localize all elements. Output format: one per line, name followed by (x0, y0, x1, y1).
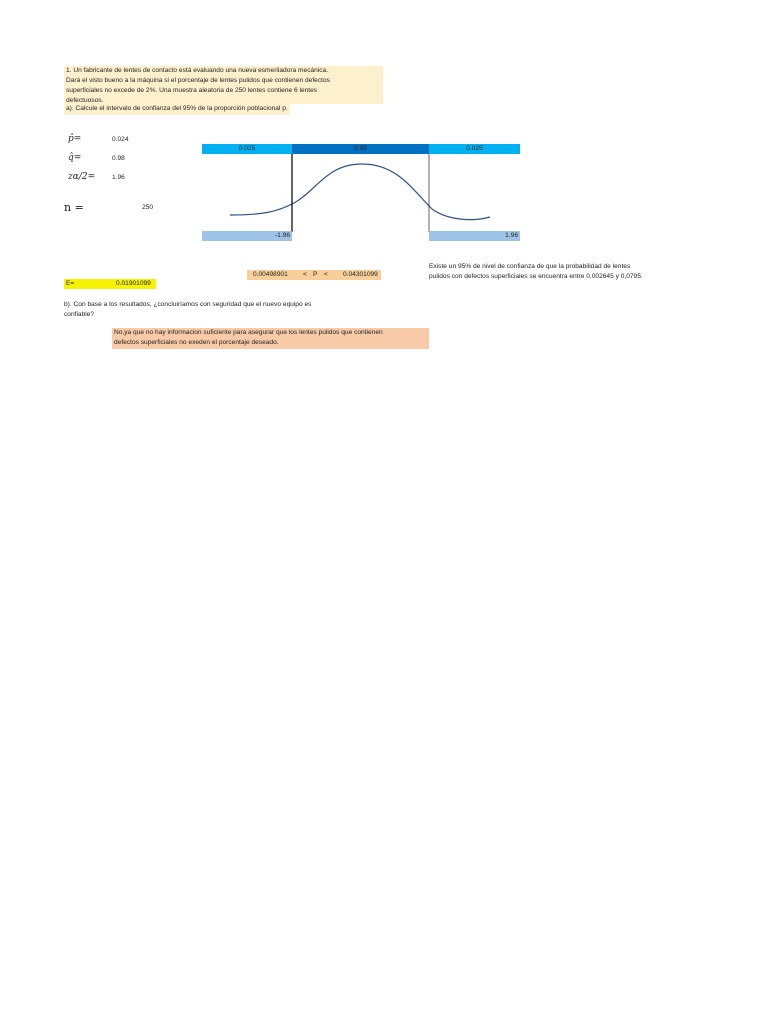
problem-line: defectuosos. (66, 97, 104, 104)
normal-curve (202, 154, 520, 232)
interval-upper: 0.04301099 (343, 271, 378, 278)
interval-less-than-2: < (324, 271, 328, 278)
problem-line: 1. Un fabricante de lentes de contacto está evaluando una nueva esmeriladora mecánica. (66, 67, 329, 74)
problem-line: Dará el visto bueno a la máquina si el porcentaje de lentes pulidos que contienen defectos (66, 77, 330, 84)
interval-less-than-1: < (303, 271, 307, 278)
answer-line: defectos superficiales no exeden el porcentaje deseado. (114, 339, 279, 346)
question-b (64, 300, 311, 320)
left-critical-bar (202, 231, 292, 241)
conclusion-line: Existe un 95% de nivel de confianza de que la probabilidad de lentes (429, 263, 631, 270)
question-a: a). Calcule el intervalo de confianza del 95% de la proporción poblacional p. (64, 104, 290, 115)
left-tail-bar: 0.025 (202, 144, 292, 154)
z-label: zα/2= (68, 172, 96, 182)
p-hat-label: p̂= (68, 134, 82, 144)
z-value: 1.96 (112, 174, 125, 181)
answer-line: No,ya que no hay informacion suficiente para asegurar que los lentes pulidos que contienen (114, 329, 383, 336)
right-critical-bar (429, 231, 520, 241)
curve-line (230, 164, 490, 220)
interval-p: P (313, 271, 318, 278)
conclusion-line: pulidos con defectos superficiales se encuentra entre 0,002645 y 0,0795. (429, 273, 643, 280)
error-box (64, 279, 156, 289)
interval-lower: 0.00498901 (253, 271, 288, 278)
conclusion-a (429, 262, 689, 282)
answer-b (112, 328, 429, 349)
question-b-line: confiable? (64, 311, 95, 318)
question-b-line: b). Con base a los resultados, ¿concluiríamos con seguridad que el nuevo equipo es (64, 301, 312, 308)
right-critical-value: 1.96 (505, 232, 518, 239)
error-label: E= (66, 280, 75, 287)
n-value: 250 (142, 204, 154, 211)
confidence-interval (247, 270, 381, 280)
problem-line: superficiales no excede de 2%. Una muestra aleatoria de 250 lentes contiene 6 lentes (66, 87, 318, 94)
right-tail-bar: 0.025 (429, 144, 520, 154)
q-hat-label: q̂= (68, 153, 82, 163)
problem-statement (64, 66, 383, 104)
error-value: 0.01901099 (116, 280, 151, 287)
n-label: n = (64, 201, 84, 214)
center-area-bar: 0.95 (292, 144, 429, 154)
q-hat-value: 0.98 (112, 155, 125, 162)
left-critical-value: -1.96 (274, 232, 290, 239)
p-hat-value: 0.024 (112, 136, 129, 143)
